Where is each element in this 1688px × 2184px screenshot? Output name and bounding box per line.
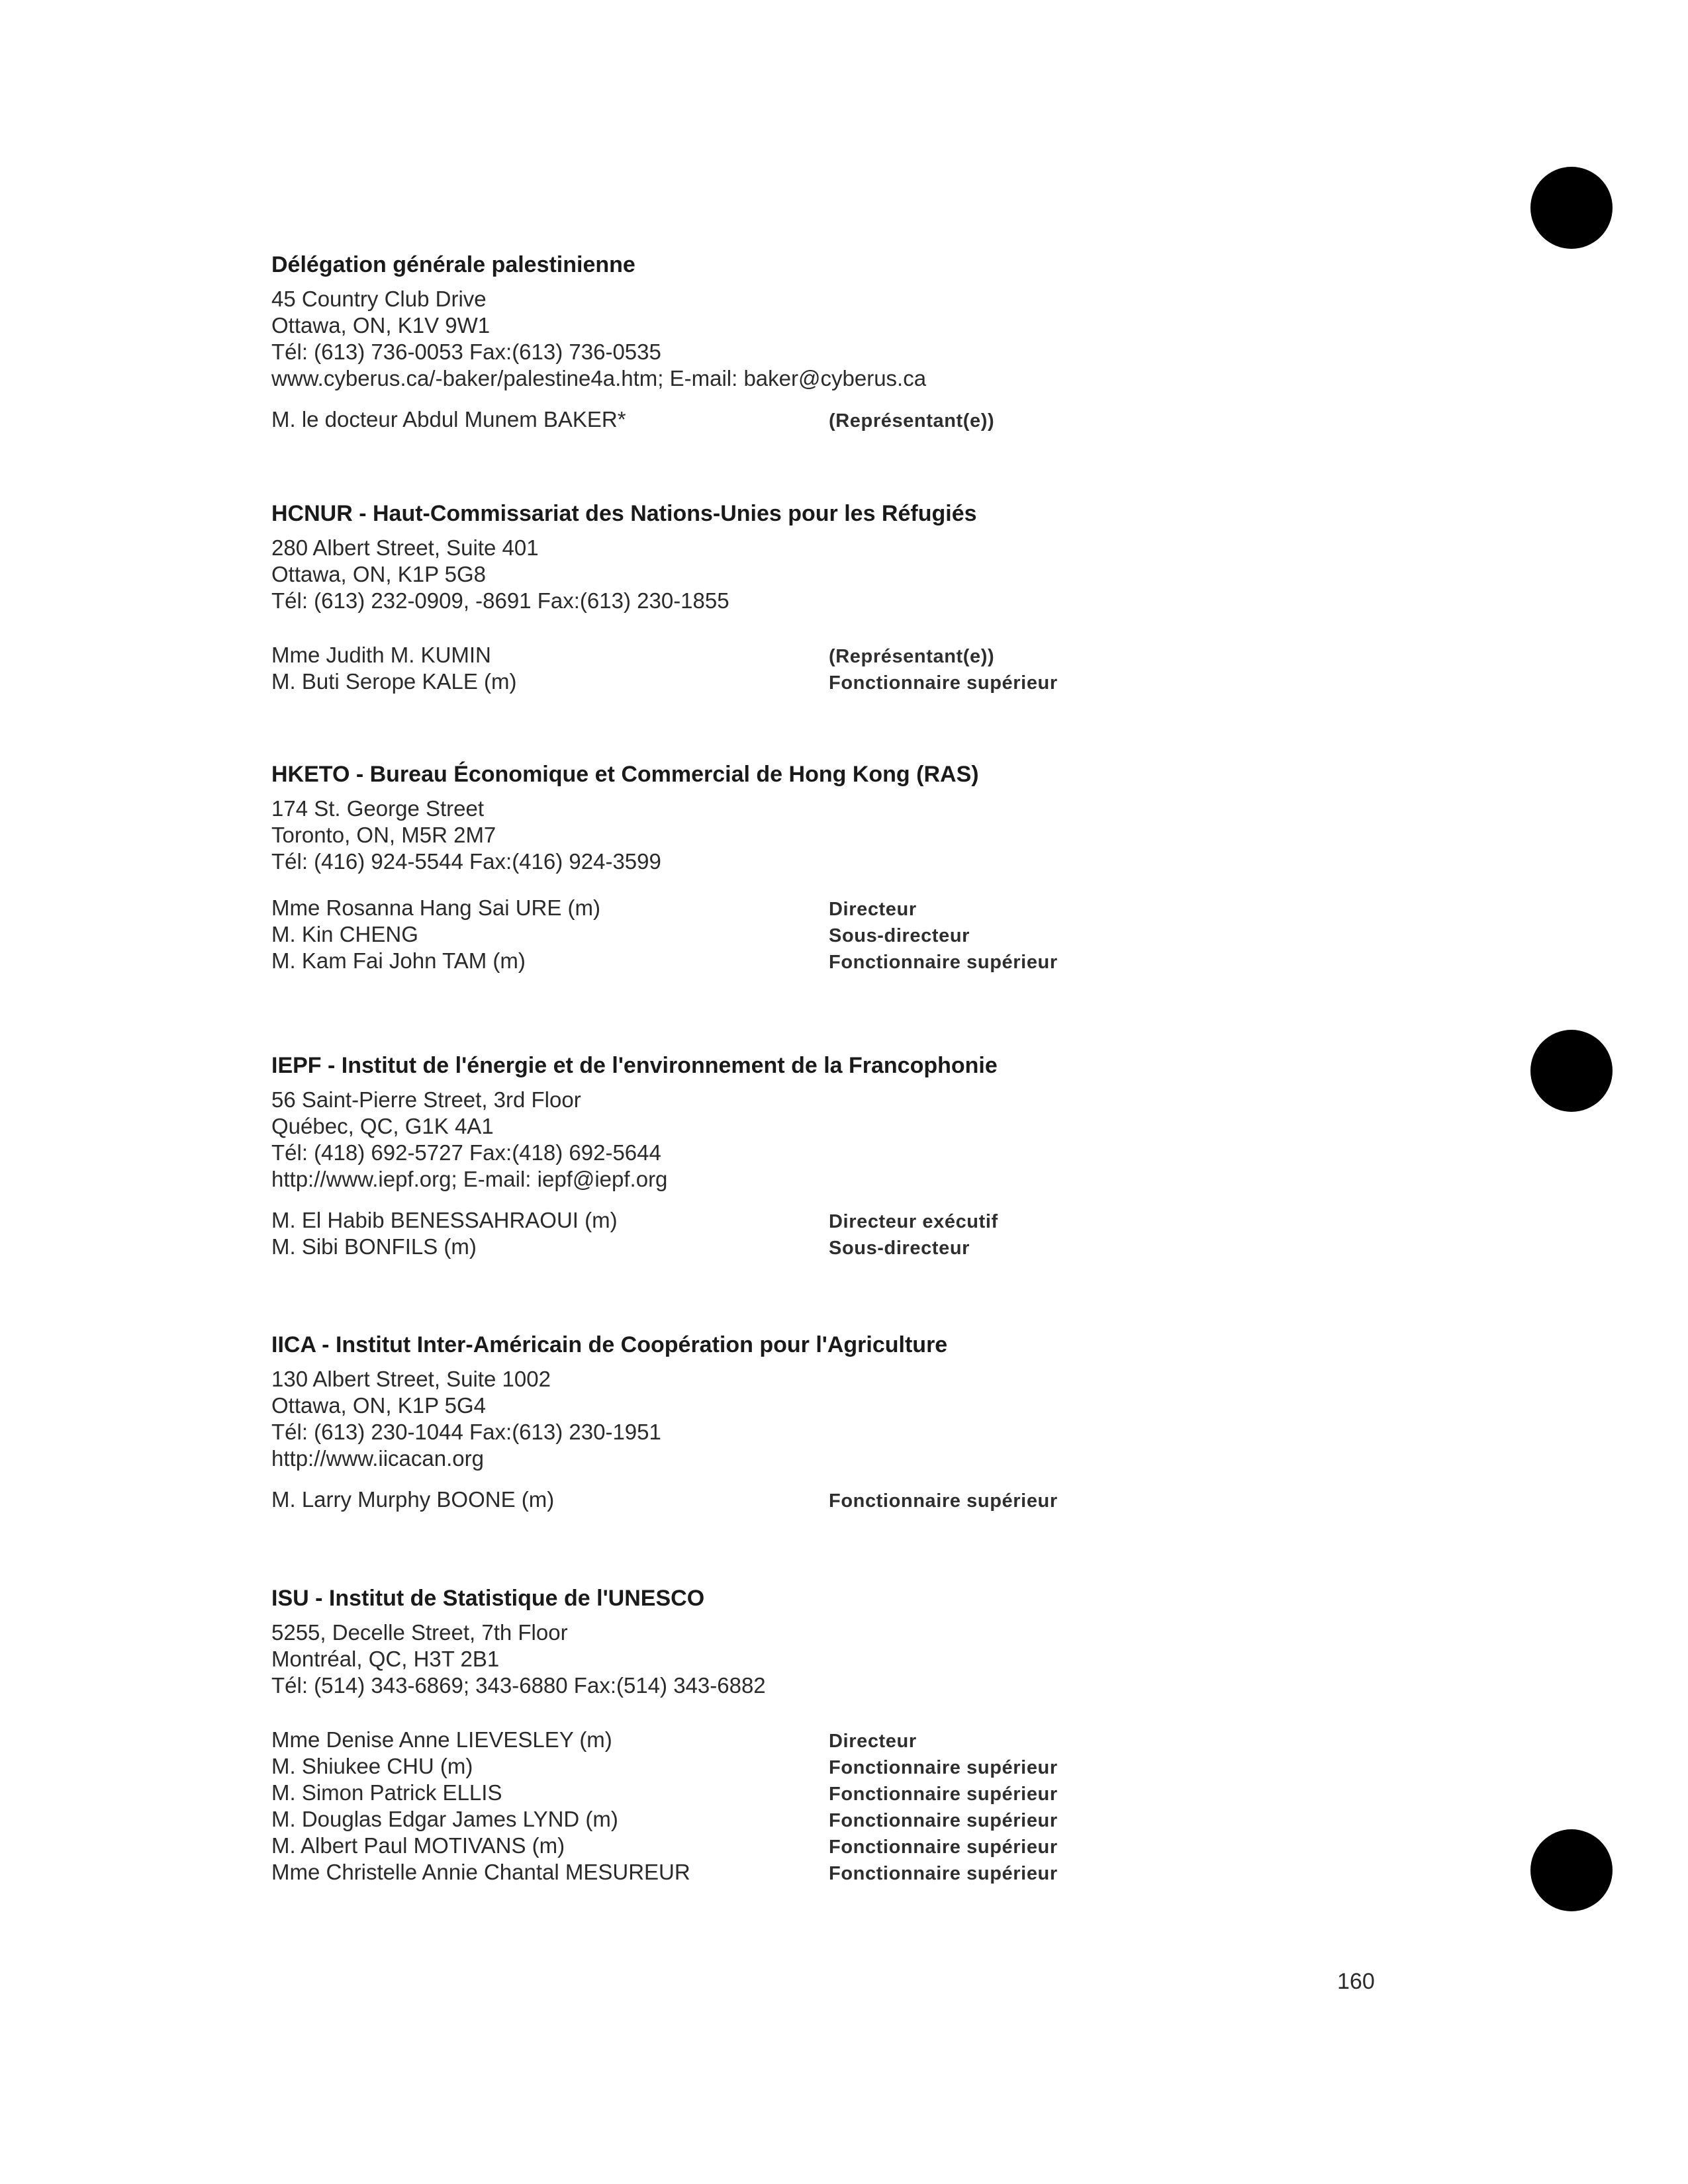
website-line: http://www.iicacan.org	[271, 1446, 484, 1471]
staff-role: (Représentant(e))	[829, 646, 995, 667]
address-line: Québec, QC, G1K 4A1	[271, 1114, 494, 1138]
staff-role: (Représentant(e))	[829, 410, 995, 432]
staff-list	[271, 1207, 1463, 1260]
staff-name: M. Larry Murphy BOONE (m)	[271, 1487, 555, 1512]
organization-address	[271, 1087, 1463, 1193]
staff-role: Fonctionnaire supérieur	[829, 1863, 1058, 1884]
web-email-line: www.cyberus.ca/-baker/palestine4a.htm; E-mail: baker@cyberus.ca	[271, 366, 927, 390]
staff-name: M. Buti Serope KALE (m)	[271, 669, 517, 694]
organization-address	[271, 535, 1463, 614]
staff-row	[271, 1859, 1463, 1886]
staff-row	[271, 1486, 1463, 1513]
organization-address	[271, 1619, 1463, 1699]
address-line: 174 St. George Street	[271, 796, 485, 821]
staff-role: Fonctionnaire supérieur	[829, 952, 1058, 973]
punch-hole-bottom	[1530, 1829, 1613, 1911]
staff-row	[271, 1234, 1463, 1260]
organization-address	[271, 796, 1463, 875]
staff-list	[271, 642, 1463, 695]
staff-row	[271, 948, 1463, 974]
staff-role: Sous-directeur	[829, 1238, 970, 1259]
phone-fax-line: Tél: (613) 736-0053 Fax:(613) 736-0535	[271, 340, 661, 364]
staff-row	[271, 1833, 1463, 1859]
staff-row	[271, 1806, 1463, 1833]
organization-title: HKETO - Bureau Économique et Commercial de Hong Kong (RAS)	[271, 762, 979, 787]
address-line: 280 Albert Street, Suite 401	[271, 535, 539, 560]
organization-address	[271, 286, 1463, 392]
phone-fax-line: Tél: (514) 343-6869; 343-6880 Fax:(514) 343-6882	[271, 1673, 766, 1698]
address-line: 56 Saint-Pierre Street, 3rd Floor	[271, 1087, 581, 1112]
staff-name: M. Kin CHENG	[271, 922, 418, 946]
phone-fax-line: Tél: (613) 230-1044 Fax:(613) 230-1951	[271, 1420, 661, 1444]
staff-row	[271, 921, 1463, 948]
staff-list	[271, 1727, 1463, 1886]
staff-row	[271, 406, 1463, 433]
phone-fax-line: Tél: (613) 232-0909, -8691 Fax:(613) 230-1855	[271, 588, 729, 613]
directory-entry	[271, 1052, 1463, 1260]
staff-row	[271, 895, 1463, 921]
staff-role: Directeur exécutif	[829, 1211, 998, 1232]
staff-role: Fonctionnaire supérieur	[829, 672, 1058, 694]
organization-title: IEPF - Institut de l'énergie et de l'environnement de la Francophonie	[271, 1053, 998, 1078]
staff-role: Fonctionnaire supérieur	[829, 1810, 1058, 1831]
phone-fax-line: Tél: (416) 924-5544 Fax:(416) 924-3599	[271, 849, 661, 874]
organization-title: Délégation générale palestinienne	[271, 252, 635, 277]
staff-role: Fonctionnaire supérieur	[829, 1784, 1058, 1805]
phone-fax-line: Tél: (418) 692-5727 Fax:(418) 692-5644	[271, 1140, 661, 1165]
organization-title: ISU - Institut de Statistique de l'UNESCO	[271, 1586, 705, 1611]
staff-row	[271, 642, 1463, 668]
staff-name: M. El Habib BENESSAHRAOUI (m)	[271, 1208, 618, 1232]
staff-name: Mme Christelle Annie Chantal MESUREUR	[271, 1860, 690, 1884]
directory-entry	[271, 1332, 1463, 1513]
address-line: Toronto, ON, M5R 2M7	[271, 823, 496, 847]
web-email-line: http://www.iepf.org; E-mail: iepf@iepf.org	[271, 1167, 668, 1191]
staff-list	[271, 895, 1463, 974]
staff-name: M. Douglas Edgar James LYND (m)	[271, 1807, 618, 1831]
address-line: 130 Albert Street, Suite 1002	[271, 1367, 551, 1391]
staff-name: Mme Judith M. KUMIN	[271, 643, 491, 667]
staff-list	[271, 1486, 1463, 1513]
staff-name: M. le docteur Abdul Munem BAKER*	[271, 407, 626, 432]
address-line: Ottawa, ON, K1P 5G8	[271, 562, 487, 586]
directory-entry	[271, 1585, 1463, 1886]
address-line: Ottawa, ON, K1V 9W1	[271, 313, 491, 338]
address-line: 45 Country Club Drive	[271, 287, 487, 311]
organization-address	[271, 1366, 1463, 1472]
staff-name: M. Albert Paul MOTIVANS (m)	[271, 1833, 565, 1858]
address-line: Montréal, QC, H3T 2B1	[271, 1647, 500, 1671]
staff-row	[271, 1727, 1463, 1753]
staff-row	[271, 668, 1463, 695]
directory-entry	[271, 761, 1463, 974]
punch-hole-middle	[1530, 1030, 1613, 1112]
directory-entry	[271, 500, 1463, 695]
staff-name: M. Kam Fai John TAM (m)	[271, 948, 526, 973]
address-line: 5255, Decelle Street, 7th Floor	[271, 1620, 568, 1645]
staff-row	[271, 1207, 1463, 1234]
staff-name: M. Sibi BONFILS (m)	[271, 1234, 477, 1259]
staff-list	[271, 406, 1463, 433]
staff-role: Fonctionnaire supérieur	[829, 1490, 1058, 1512]
staff-role: Directeur	[829, 899, 917, 920]
staff-row	[271, 1780, 1463, 1806]
staff-row	[271, 1753, 1463, 1780]
staff-name: Mme Rosanna Hang Sai URE (m)	[271, 895, 600, 920]
directory-entry	[271, 251, 1463, 433]
staff-name: M. Simon Patrick ELLIS	[271, 1780, 502, 1805]
staff-name: Mme Denise Anne LIEVESLEY (m)	[271, 1727, 612, 1752]
staff-role: Fonctionnaire supérieur	[829, 1837, 1058, 1858]
staff-role: Directeur	[829, 1731, 917, 1752]
staff-role: Fonctionnaire supérieur	[829, 1757, 1058, 1778]
organization-title: HCNUR - Haut-Commissariat des Nations-Unies pour les Réfugiés	[271, 501, 977, 526]
organization-title: IICA - Institut Inter-Américain de Coopération pour l'Agriculture	[271, 1332, 948, 1357]
staff-name: M. Shiukee CHU (m)	[271, 1754, 473, 1778]
punch-hole-top	[1530, 167, 1613, 249]
staff-role: Sous-directeur	[829, 925, 970, 946]
address-line: Ottawa, ON, K1P 5G4	[271, 1393, 487, 1418]
page-number: 160	[1337, 1969, 1375, 1994]
